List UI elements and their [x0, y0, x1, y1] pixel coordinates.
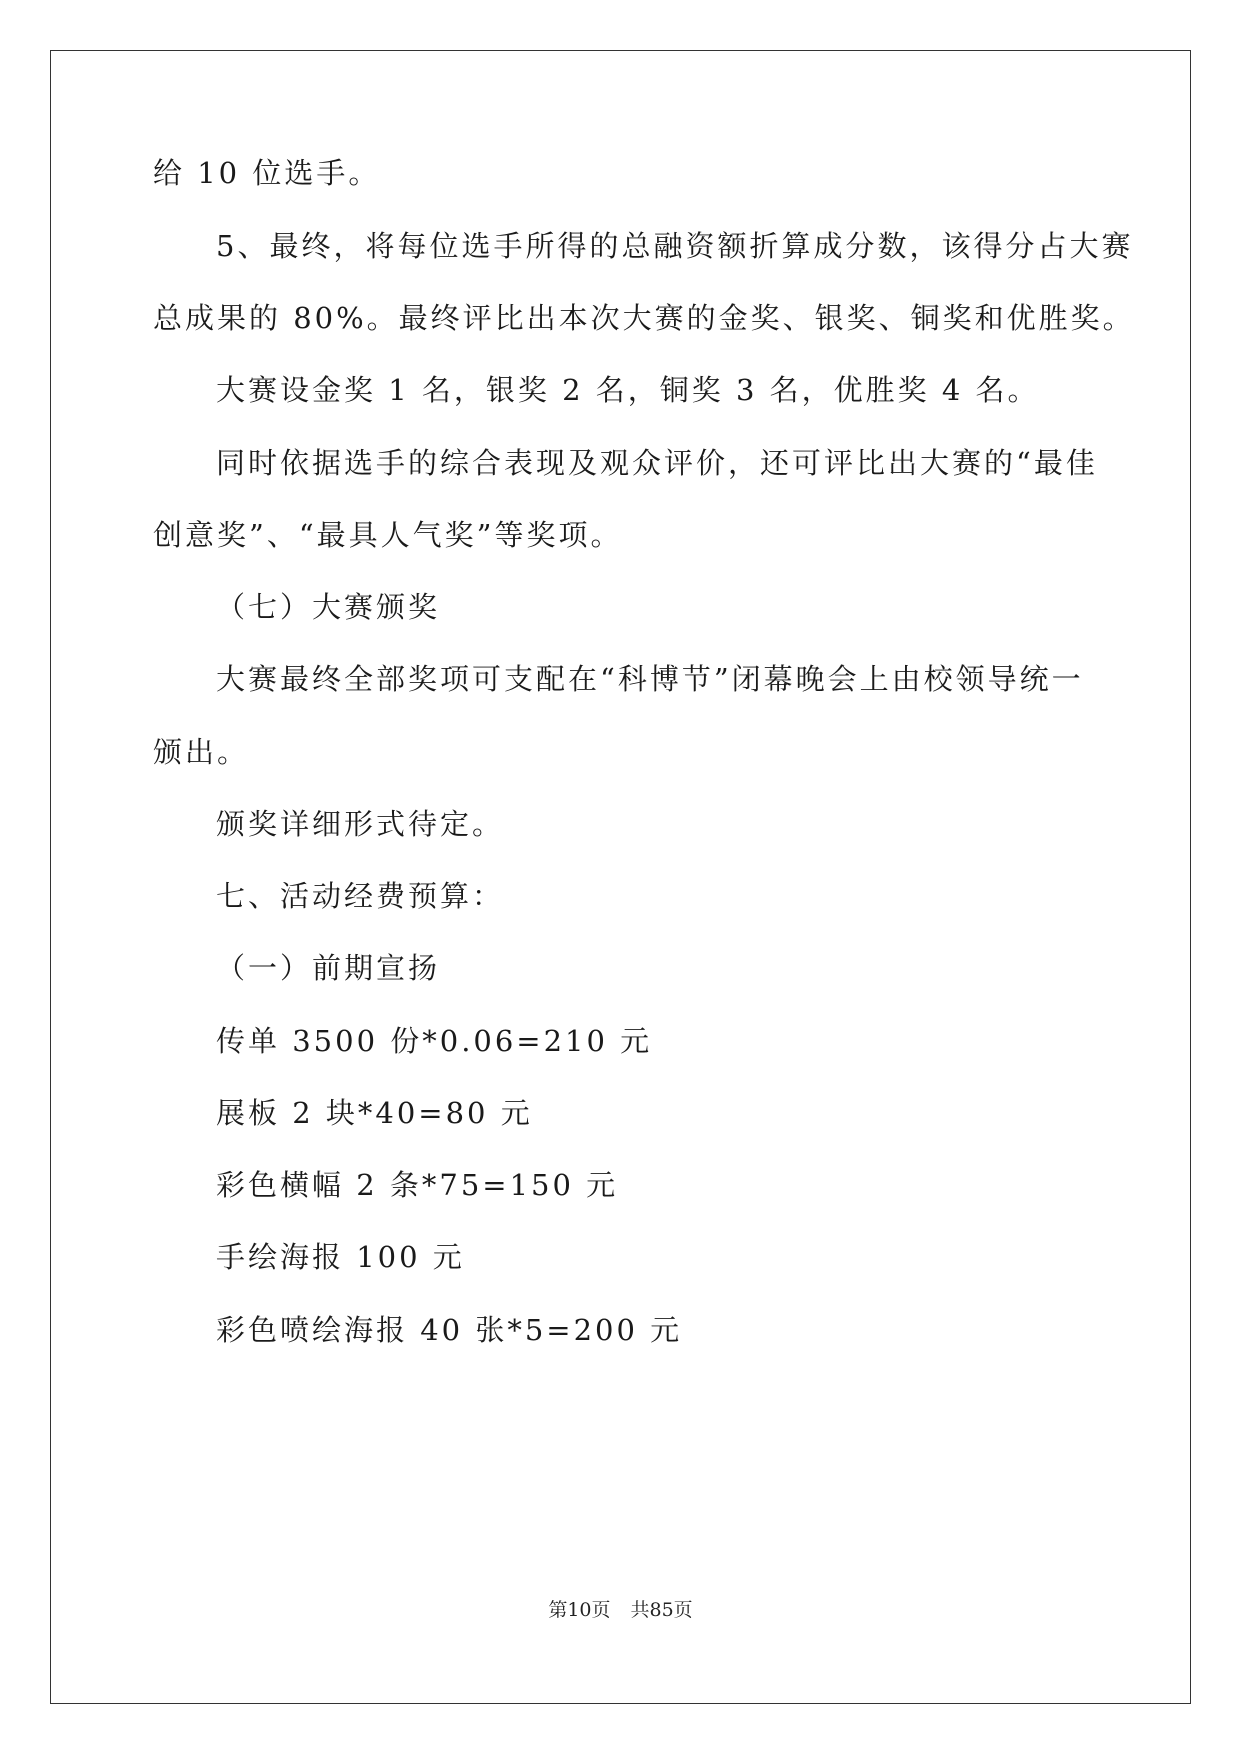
body-line-2: 5、最终，将每位选手所得的总融资额折算成分数，该得分占大赛: [216, 229, 1134, 263]
section-heading-awards: （七）大赛颁奖: [216, 590, 441, 624]
budget-item-printed-posters: 彩色喷绘海报 40 张*5=200 元: [216, 1313, 683, 1347]
budget-item-hand-posters: 手绘海报 100 元: [216, 1240, 465, 1274]
body-line-5: 同时依据选手的综合表现及观众评价，还可评比出大赛的“最佳: [216, 446, 1098, 480]
body-line-10: 颁奖详细形式待定。: [216, 807, 505, 841]
budget-item-banners: 彩色横幅 2 条*75=150 元: [216, 1168, 619, 1202]
page-footer: [0, 1597, 1241, 1623]
section-heading-budget: 七、活动经费预算：: [216, 879, 505, 913]
body-line-6: 创意奖”、“最具人气奖”等奖项。: [153, 518, 623, 552]
page-number-total: 共85页: [630, 1599, 693, 1621]
body-line-8: 大赛最终全部奖项可支配在“科博节”闭幕晚会上由校领导统一: [216, 662, 1084, 696]
page-number-current: 第10页: [548, 1599, 611, 1621]
body-line-9: 颁出。: [153, 735, 250, 769]
body-line-3: 总成果的 80%。最终评比出本次大赛的金奖、银奖、铜奖和优胜奖。: [153, 301, 1135, 335]
subsection-heading-promotion: （一）前期宣扬: [216, 951, 441, 985]
body-line-4: 大赛设金奖 1 名，银奖 2 名，铜奖 3 名，优胜奖 4 名。: [216, 373, 1040, 407]
body-line-1: 给 10 位选手。: [153, 156, 381, 190]
budget-item-flyers: 传单 3500 份*0.06=210 元: [216, 1024, 653, 1058]
budget-item-display-boards: 展板 2 块*40=80 元: [216, 1096, 533, 1130]
